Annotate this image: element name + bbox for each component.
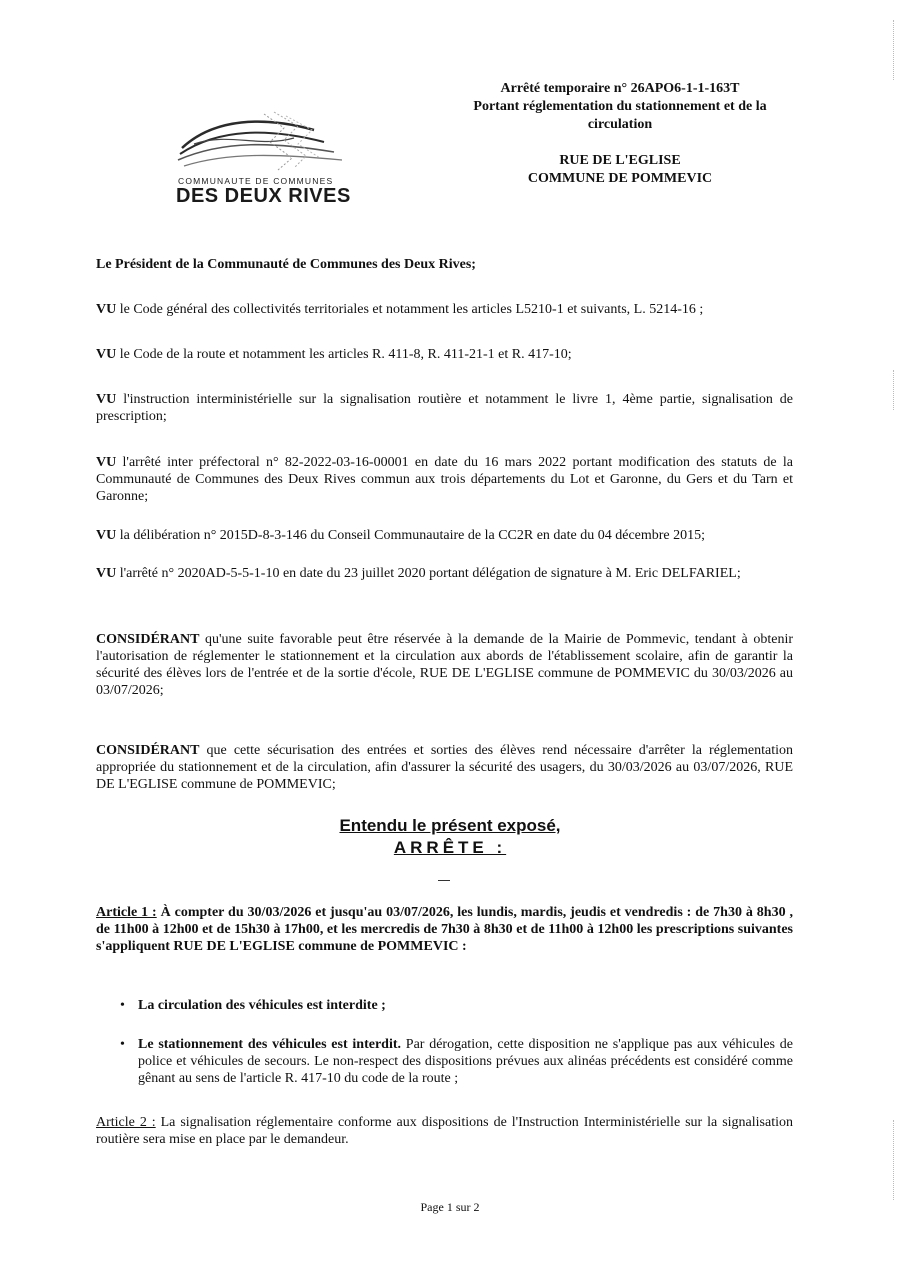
article-2: Article 2 : La signalisation réglementaire conforme aux dispositions de l'Instruction Interministérielle sur la signalisation routière sera mise en place par le demandeur. bbox=[96, 1115, 793, 1147]
cc2r-logo bbox=[174, 108, 352, 208]
vu-paragraph: VU la délibération n° 2015D-8-3-146 du Conseil Communautaire de la CC2R en date du 04 décembre 2015; bbox=[96, 528, 706, 543]
vu-paragraph: VU l'arrêté n° 2020AD-5-5-1-10 en date du 23 juillet 2020 portant délégation de signature à M. Eric DELFARIEL; bbox=[96, 566, 741, 581]
street-name: RUE DE L'EGLISE bbox=[559, 153, 681, 168]
article-1-bullet-list bbox=[114, 997, 793, 1014]
separator-dash bbox=[438, 880, 450, 881]
considerant-paragraph: CONSIDÉRANT que cette sécurisation des entrées et sorties des élèves rend nécessaire d'arrêter la réglementation appropriée du stationnement et de la circulation, afin d'assurer la sécurité des usagers, du 30/03/2026 au 03/07/2026, RUE DE L'EGLISE commune de POMMEVIC; bbox=[96, 743, 793, 792]
article-1-label: Article 1 : bbox=[96, 905, 157, 920]
vu-paragraph: VU le Code de la route et notamment les articles R. 411-8, R. 411-21-1 et R. 417-10; bbox=[96, 347, 572, 362]
vu-paragraph: VU l'instruction interministérielle sur la signalisation routière et notamment le livre 1, 4ème partie, signalisation de prescription; bbox=[96, 392, 793, 424]
logo-small-text: COMMUNAUTE DE COMMUNES bbox=[178, 176, 334, 186]
considerant-paragraph: CONSIDÉRANT qu'une suite favorable peut être réservée à la demande de la Mairie de Pommevic, tendant à obtenir l'autorisation de réglementer le stationnement et la circulation aux abords de l'établissement scolaire, afin de garantir la sécurité des élèves lors de l'entrée et de la sortie d'école, RUE DE L'EGLISE commune de POMMEVIC du 30/03/2026 au 03/07/2026; bbox=[96, 632, 793, 698]
scan-edge-mark bbox=[893, 20, 895, 80]
president-intro: Le Président de la Communauté de Communes des Deux Rives; bbox=[96, 257, 476, 272]
arrete-header bbox=[440, 80, 800, 188]
arrete-subtitle-line1: Portant réglementation du stationnement et de la bbox=[473, 99, 767, 114]
logo-big-text: DES DEUX RIVES bbox=[176, 185, 351, 207]
commune-name: COMMUNE DE POMMEVIC bbox=[527, 171, 713, 186]
arrete-title: Arrêté temporaire n° 26APO6-1-1-163T bbox=[500, 81, 740, 96]
article-1: Article 1 : À compter du 30/03/2026 et jusqu'au 03/07/2026, les lundis, mardis, jeudis et vendredis : de 7h30 à 8h30 , de 11h00 à 12h00 et de 15h30 à 17h00, et les mercredis de 7h30 à 8h30 et de 11h00 à 12h00 les prescriptions suivantes s'appliquent RUE DE L'EGLISE commune de POMMEVIC : bbox=[96, 905, 793, 954]
scan-edge-mark bbox=[893, 370, 895, 410]
list-item: • La circulation des véhicules est interdite ; bbox=[114, 997, 793, 1014]
vu-paragraph: VU l'arrêté inter préfectoral n° 82-2022-03-16-00001 en date du 16 mars 2022 portant modification des statuts de la Communauté de Communes des Deux Rives commun aux trois départements du Lot et Garonne, du Gers et du Tarn et Garonne; bbox=[96, 455, 793, 504]
article-1-bullet-list-2 bbox=[114, 1036, 793, 1087]
list-item: • Le stationnement des véhicules est interdit. Par dérogation, cette disposition ne s'applique pas aux véhicules de police et véhicules de secours. Le non-respect des dispositions prévues aux alinéas précédents est considéré comme gênant au sens de l'article R. 417-10 du code de la route ; bbox=[114, 1036, 793, 1087]
river-waves-icon bbox=[174, 108, 352, 174]
arrete-heading: ARRÊTE : bbox=[393, 838, 507, 857]
scan-edge-mark bbox=[893, 1120, 895, 1200]
page-number: Page 1 sur 2 bbox=[420, 1200, 480, 1214]
vu-paragraph: VU le Code général des collectivités territoriales et notamment les articles L5210-1 et suivants, L. 5214-16 ; bbox=[96, 302, 704, 317]
article-2-label: Article 2 : bbox=[96, 1115, 156, 1130]
entendu-heading: Entendu le présent exposé, bbox=[339, 816, 561, 835]
arrete-subtitle-line2: circulation bbox=[587, 117, 653, 132]
